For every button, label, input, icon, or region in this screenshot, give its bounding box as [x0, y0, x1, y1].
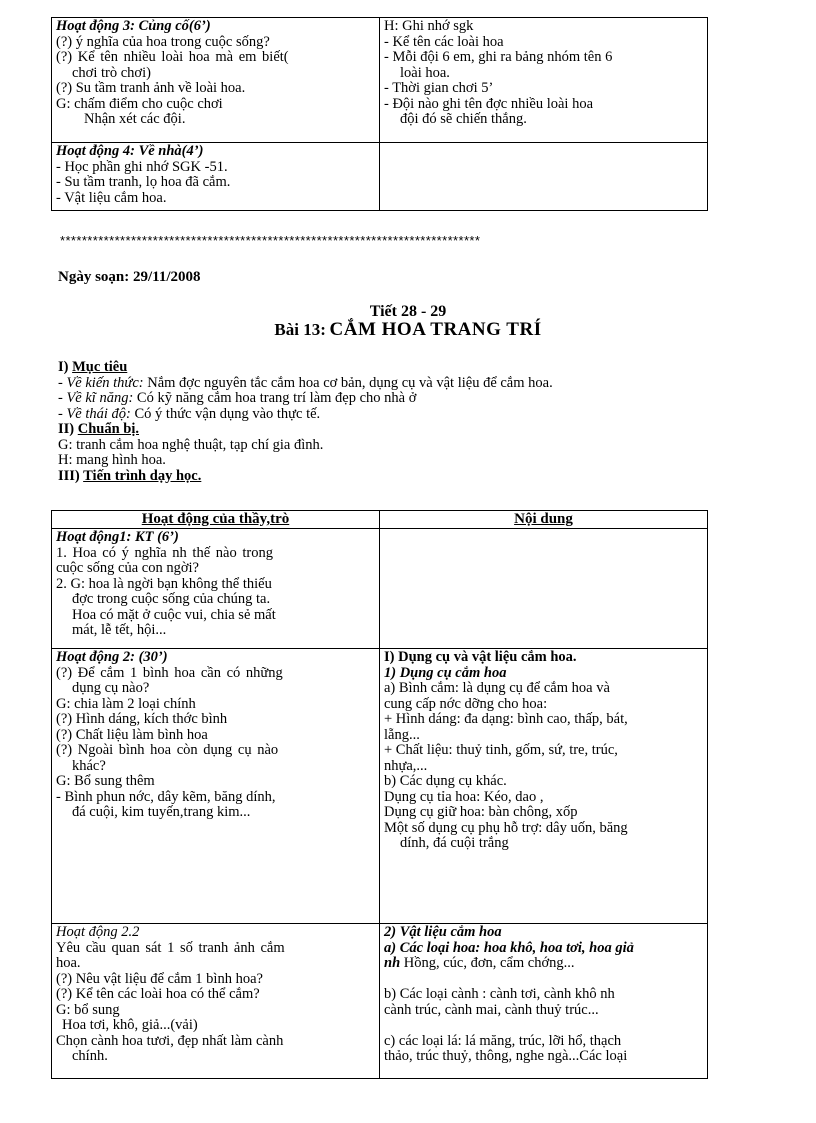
lesson-title: CẮM HOA TRANG TRÍ	[329, 319, 542, 340]
activity-table-top	[51, 17, 708, 211]
objective-knowledge: - Về kiến thức: Nắm đợc nguyên tắc cắm hoa cơ bản, dụng cụ và vật liệu để cắm hoa.	[58, 374, 553, 391]
activity-2-title: Hoạt động 2: (30’)	[56, 649, 168, 665]
lesson-label: Bài 13:	[274, 320, 326, 339]
header-content: Nội dung	[380, 511, 708, 529]
lesson-title-block	[0, 319, 816, 340]
objectives-heading: I) Mục tiêu	[58, 359, 128, 375]
process-heading: III) Tiến trình dạy học.	[58, 467, 202, 484]
activity-2-2-content-cell: 2) Vật liệu cắm hoa a) Các loại hoa: hoa khô, hoa tơi, hoa giả nh Hồng, cúc, đơn, cẩm chớng... b) Các loại cành : cành tơi, cành khô nh cành trúc, cành mai, cành thuỷ trúc... c) các loại lá: lá măng, trúc, lỡi hổ, thạch thảo, trúc thuỷ, thông, nghe ngà...Các loại	[380, 924, 708, 1079]
tools-materials-heading: I) Dụng cụ và vật liệu cắm hoa.	[384, 649, 577, 665]
lesson-period: Tiết 28 - 29	[369, 303, 447, 320]
lesson-process-table	[51, 510, 708, 1079]
activity-1-content-cell	[380, 529, 708, 649]
activity-4-content-cell	[380, 143, 708, 211]
activity-1-cell: Hoạt động1: KT (6’) 1. Hoa có ý nghĩa nh thế nào trong cuộc sống của con ngời? 2. G: hoa là ngời bạn không thể thiếu đợc trong cuộc sống của chúng ta. Hoa có mặt ở cuộc vui, chia sẻ mất mát, lễ tết, hội...	[52, 529, 380, 649]
tools-subheading: 1) Dụng cụ cắm hoa	[384, 664, 507, 681]
objective-skill: - Về kĩ năng: Có kỹ năng cắm hoa trang trí làm đẹp cho nhà ở	[58, 390, 417, 406]
activity-4-title: Hoạt động 4: Về nhà(4’)	[56, 143, 204, 159]
activity-2-cell: Hoạt động 2: (30’) (?) Để cắm 1 bình hoa cần có những dụng cụ nào? G: chia làm 2 loại chính (?) Hình dáng, kích thớc bình (?) Chất liệu làm bình hoa (?) Ngoài bình hoa còn dụng cụ nào khác? G: Bổ sung thêm - Bình phun nớc, dây kẽm, băng dính, đá cuội, kim tuyến,trang kim...	[52, 649, 380, 924]
preparation-student: H: mang hình hoa.	[58, 452, 166, 468]
activity-3-title: Hoạt động 3: Củng cố(6’)	[56, 18, 211, 34]
date-line: Ngày soạn: 29/11/2008	[58, 269, 201, 285]
activity-4-cell: Hoạt động 4: Về nhà(4’) - Học phần ghi nhớ SGK -51. - Su tầm tranh, lọ hoa đã cắm. - Vật liệu cắm hoa.	[52, 143, 380, 211]
materials-heading: 2) Vật liệu cắm hoa	[384, 924, 502, 940]
activity-2-content-cell: I) Dụng cụ và vật liệu cắm hoa. 1) Dụng cụ cắm hoa a) Bình cắm: là dụng cụ để cắm hoa và cung cấp nớc dỡng cho hoa: + Hình dáng: đa dạng: bình cao, thấp, bát, lẵng... + Chất liệu: thuỷ tinh, gốm, sứ, tre, trúc, nhựa,... b) Các dụng cụ khác. Dụng cụ tỉa hoa: Kéo, dao , Dụng cụ giữ hoa: bàn chông, xốp Một số dụng cụ phụ hỗ trợ: dây uốn, băng dính, đá cuội trắng	[380, 649, 708, 924]
activity-3-cell: Hoạt động 3: Củng cố(6’) (?) ý nghĩa của hoa trong cuộc sống? (?) Kể tên nhiều loài hoa mà em biết( chơi trò chơi) (?) Su tầm tranh ảnh về loài hoa. G: chấm điểm cho cuộc chơi Nhận xét các đội.	[52, 18, 380, 143]
separator-line: *****************************************************************************	[60, 233, 481, 248]
activity-2-2-title: Hoạt động 2.2	[56, 924, 140, 940]
preparation-heading: II) Chuẩn bị.	[58, 421, 140, 437]
header-activities: Hoạt động của thầy,trò	[52, 511, 380, 529]
activity-1-title: Hoạt động1: KT (6’)	[56, 529, 179, 545]
activity-2-2-cell: Hoạt động 2.2 Yêu cầu quan sát 1 số tranh ảnh cắm hoa. (?) Nêu vật liệu để cắm 1 bình hoa? (?) Kể tên các loài hoa có thể cắm? G: bổ sung Hoa tơi, khô, giả...(vải) Chọn cành hoa tươi, đẹp nhất làm cành chính.	[52, 924, 380, 1079]
activity-3-content-cell: H: Ghi nhớ sgk - Kể tên các loài hoa - Mỗi đội 6 em, ghi ra bảng nhóm tên 6 loài hoa. - Thời gian chơi 5’ - Đội nào ghi tên đợc nhiều loài hoa đội đó sẽ chiến thắng.	[380, 18, 708, 143]
objective-attitude: - Về thái độ: Có ý thức vận dụng vào thực tế.	[58, 405, 321, 422]
objectives-section	[58, 360, 553, 484]
preparation-teacher: G: tranh cắm hoa nghệ thuật, tạp chí gia đình.	[58, 436, 324, 453]
